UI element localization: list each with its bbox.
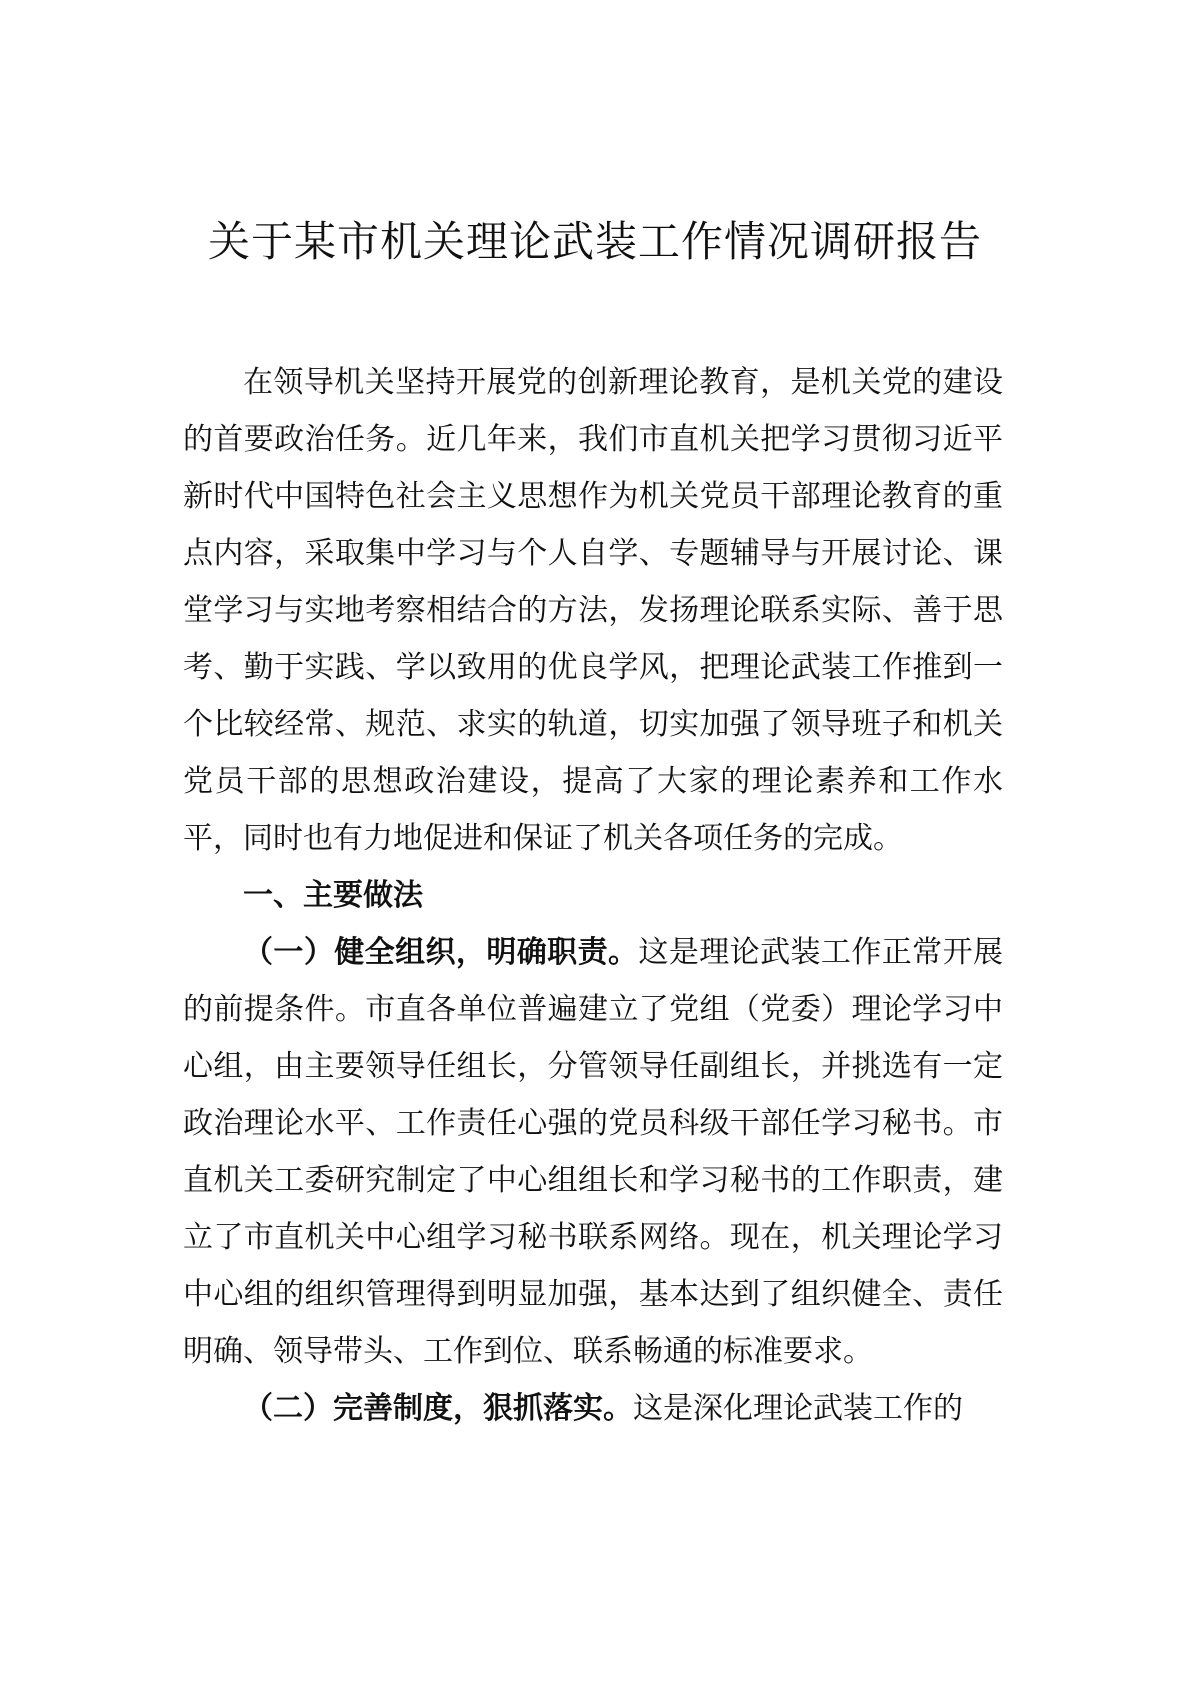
subsection-1-paragraph (183, 924, 1003, 1380)
subsection-2-text: 这是深化理论武装工作的 (633, 1391, 963, 1426)
subsection-1-lead: （一）健全组织，明确职责。 (243, 935, 639, 970)
subsection-2-lead: （二）完善制度，狠抓落实。 (243, 1391, 633, 1426)
document-body (183, 354, 1003, 1437)
document-title: 关于某市机关理论武装工作情况调研报告 (207, 217, 982, 266)
section-heading-main-practices: 一、主要做法 (243, 878, 423, 913)
intro-paragraph: 在领导机关坚持开展党的创新理论教育，是机关党的建设的首要政治任务。近几年来，我们市直机关把学习贯彻习近平新时代中国特色社会主义思想作为机关党员干部理论教育的重点内容，采取集中学习与个人自学、专题辅导与开展讨论、课堂学习与实地考察相结合的方法，发扬理论联系实际、善于思考、勤于实践、学以致用的优良学风，把理论武装工作推到一个比较经常、规范、求实的轨道，切实加强了领导班子和机关党员干部的思想政治建设，提高了大家的理论素养和工作水平，同时也有力地促进和保证了机关各项任务的完成。 (183, 365, 1003, 856)
subsection-1-text: 这是理论武装工作正常开展的前提条件。市直各单位普遍建立了党组（党委）理论学习中心组，由主要领导任组长，分管领导任副组长，并挑选有一定政治理论水平、工作责任心强的党员科级干部任学习秘书。市直机关工委研究制定了中心组组长和学习秘书的工作职责，建立了市直机关中心组学习秘书联系网络。现在，机关理论学习中心组的组织管理得到明显加强，基本达到了组织健全、责任明确、领导带头、工作到位、联系畅通的标准要求。 (183, 935, 1004, 1369)
subsection-2-paragraph (183, 1380, 1003, 1437)
